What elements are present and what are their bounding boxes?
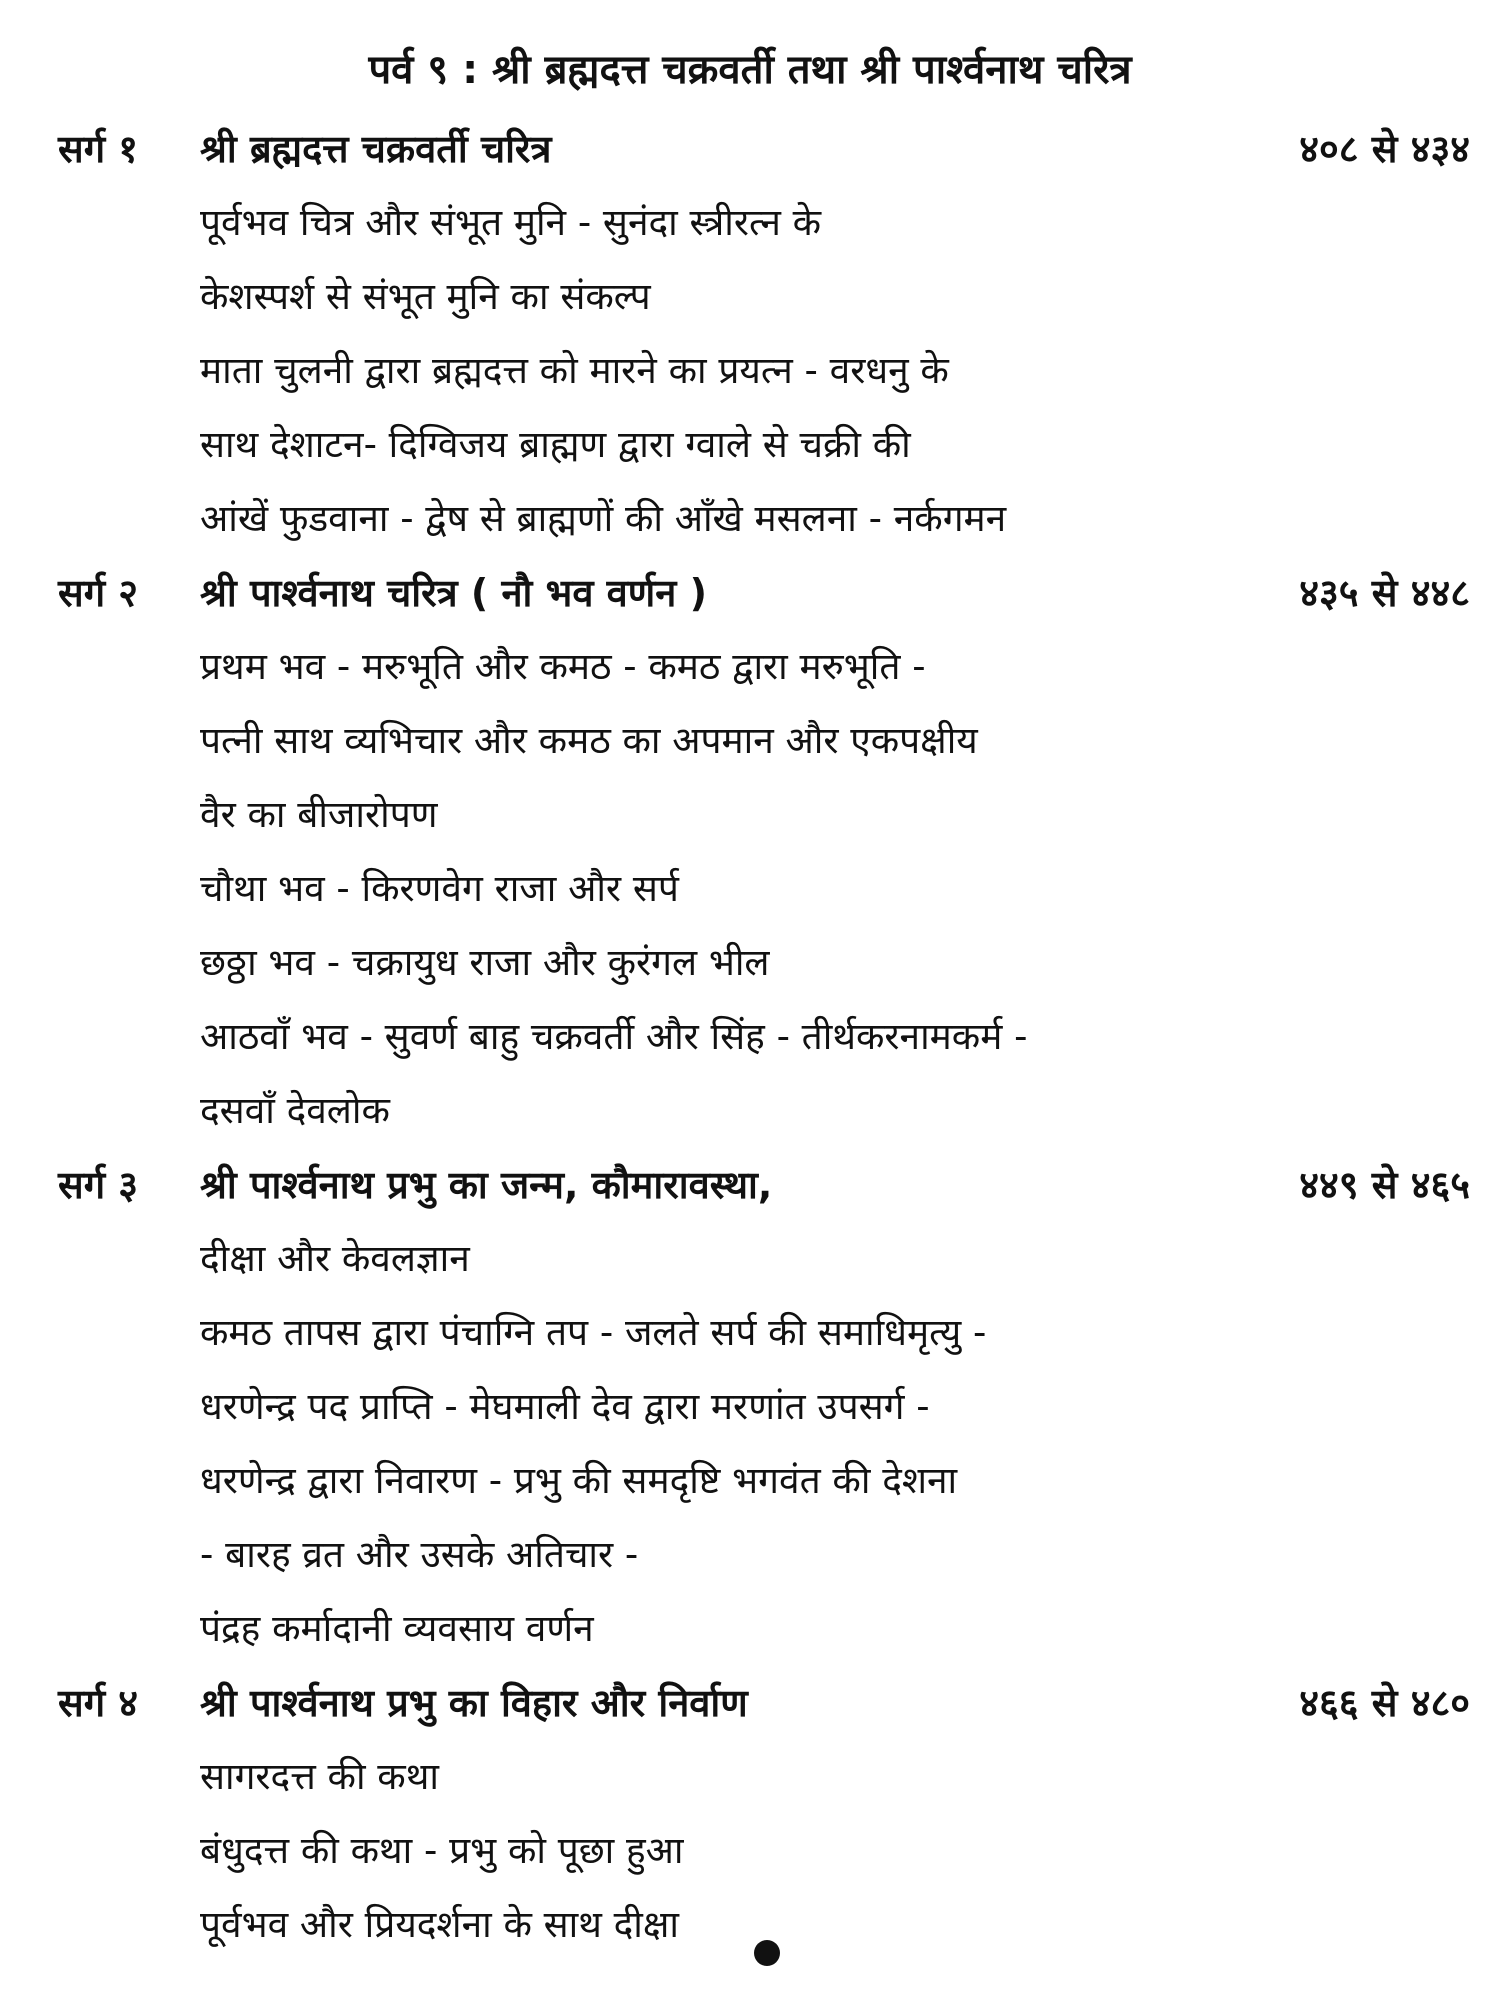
sarga-topic-line: छठ्ठा भव - चक्रायुध राजा और कुरंगल भील — [200, 941, 770, 984]
sarga-section — [0, 1148, 1500, 1666]
sarga-topic-line: कमठ तापस द्वारा पंचाग्नि तप - जलते सर्प की समाधिमृत्यु - — [200, 1311, 987, 1354]
sarga-topic-line: - बारह व्रत और उसके अतिचार - — [200, 1533, 639, 1576]
sarga-page-range: ४३५ से ४४८ — [1299, 571, 1470, 615]
sarga-number: सर्ग २ — [58, 571, 139, 615]
sarga-heading-row — [0, 1666, 1500, 1740]
sarga-topic-line: धरणेन्द्र द्वारा निवारण - प्रभु की समदृष्टि भगवंत की देशना — [200, 1459, 958, 1502]
sarga-number: सर्ग १ — [58, 127, 139, 171]
sarga-topic-line: केशस्पर्श से संभूत मुनि का संकल्प — [200, 275, 651, 318]
sarga-number: सर्ग ३ — [58, 1163, 139, 1207]
sarga-topic-line: पूर्वभव और प्रियदर्शना के साथ दीक्षा — [200, 1903, 679, 1946]
sarga-topic-line: वैर का बीजारोपण — [200, 793, 438, 836]
sarga-topic-line: धरणेन्द्र पद प्राप्ति - मेघमाली देव द्वारा मरणांत उपसर्ग - — [200, 1385, 930, 1428]
sarga-topic-line: पत्नी साथ व्यभिचार और कमठ का अपमान और एकपक्षीय — [200, 719, 978, 762]
sarga-topic-line: प्रथम भव - मरुभूति और कमठ - कमठ द्वारा मरुभूति - — [200, 645, 926, 688]
sarga-topic-list — [0, 186, 1500, 556]
sarga-topic-list — [0, 630, 1500, 1148]
sarga-page-range: ४४९ से ४६५ — [1299, 1163, 1470, 1207]
sarga-section — [0, 556, 1500, 1148]
sarga-topic-line: पूर्वभव चित्र और संभूत मुनि - सुनंदा स्त्रीरत्न के — [200, 201, 822, 244]
sarga-topic-line: चौथा भव - किरणवेग राजा और सर्प — [200, 867, 679, 910]
sarga-topic-list — [0, 1740, 1500, 1962]
sarga-heading-row — [0, 112, 1500, 186]
sarga-title: श्री पार्श्वनाथ प्रभु का जन्म, कौमारावस्था, — [200, 1163, 773, 1207]
sarga-topic-list — [0, 1222, 1500, 1666]
sarga-page-range: ४०८ से ४३४ — [1299, 127, 1470, 171]
sarga-number: सर्ग ४ — [58, 1681, 139, 1725]
sarga-heading-row — [0, 556, 1500, 630]
sarga-topic-line: पंद्रह कर्मादानी व्यवसाय वर्णन — [200, 1607, 594, 1650]
sarga-list — [0, 112, 1500, 1962]
sarga-topic-line: दसवाँ देवलोक — [200, 1089, 390, 1132]
sarga-title: श्री पार्श्वनाथ चरित्र ( नौ भव वर्णन ) — [200, 571, 707, 615]
sarga-topic-line: साथ देशाटन- दिग्विजय ब्राह्मण द्वारा ग्वाले से चक्री की — [200, 423, 911, 466]
sarga-topic-line: बंधुदत्त की कथा - प्रभु को पूछा हुआ — [200, 1829, 684, 1872]
sarga-title: श्री ब्रह्मदत्त चक्रवर्ती चरित्र — [200, 127, 552, 171]
sarga-topic-line: आठवाँ भव - सुवर्ण बाहु चक्रवर्ती और सिंह - तीर्थकरनामकर्म - — [200, 1015, 1028, 1058]
sarga-topic-line: आंखें फुडवाना - द्वेष से ब्राह्मणों की आँखे मसलना - नर्कगमन — [200, 497, 1007, 540]
page-title: पर्व ९ : श्री ब्रह्मदत्त चक्रवर्ती तथा श्री पार्श्वनाथ चरित्र — [368, 47, 1132, 93]
sarga-page-range: ४६६ से ४८० — [1299, 1681, 1470, 1725]
sarga-topic-line: दीक्षा और केवलज्ञान — [200, 1237, 470, 1280]
sarga-title: श्री पार्श्वनाथ प्रभु का विहार और निर्वाण — [200, 1681, 748, 1725]
sarga-topic-line: सागरदत्त की कथा — [200, 1755, 439, 1798]
sarga-topic-line: माता चुलनी द्वारा ब्रह्मदत्त को मारने का प्रयत्न - वरधनु के — [200, 349, 949, 392]
sarga-section — [0, 112, 1500, 556]
sarga-section — [0, 1666, 1500, 1962]
page-marker-dot — [754, 1940, 780, 1966]
sarga-heading-row — [0, 1148, 1500, 1222]
